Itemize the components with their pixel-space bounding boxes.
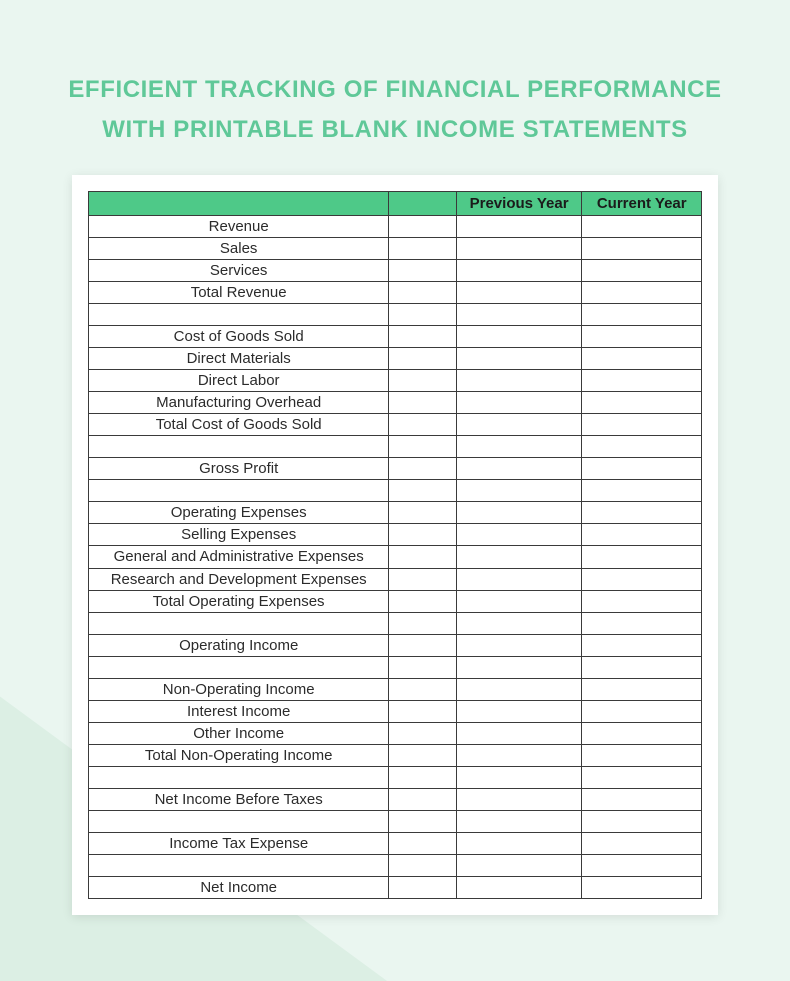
spacer-cell (389, 832, 456, 854)
table-row (89, 634, 702, 656)
spacer-cell (389, 810, 456, 832)
row-label-cell (89, 766, 389, 788)
title-line-2: WITH PRINTABLE BLANK INCOME STATEMENTS (102, 116, 688, 143)
previous-year-cell (456, 722, 582, 744)
previous-year-cell (456, 392, 582, 414)
table-row (89, 216, 702, 238)
table-row (89, 678, 702, 700)
previous-year-cell (456, 612, 582, 634)
row-label-cell: Gross Profit (89, 458, 389, 480)
table-row (89, 502, 702, 524)
current-year-cell (582, 502, 702, 524)
table-row (89, 612, 702, 634)
previous-year-cell (456, 546, 582, 568)
spacer-cell (389, 480, 456, 502)
spacer-cell (389, 238, 456, 260)
previous-year-cell (456, 766, 582, 788)
table-row (89, 480, 702, 502)
row-label-cell: Research and Development Expenses (89, 568, 389, 590)
previous-year-cell (456, 854, 582, 876)
table-row (89, 458, 702, 480)
row-label-cell: Operating Expenses (89, 502, 389, 524)
row-label-cell: Total Non-Operating Income (89, 744, 389, 766)
table-row (89, 656, 702, 678)
spacer-cell (389, 304, 456, 326)
row-label-cell: Cost of Goods Sold (89, 326, 389, 348)
previous-year-cell (456, 744, 582, 766)
income-statement-card (72, 175, 718, 915)
spacer-cell (389, 260, 456, 282)
row-label-cell: Sales (89, 238, 389, 260)
previous-year-cell (456, 370, 582, 392)
spacer-cell (389, 700, 456, 722)
current-year-cell (582, 876, 702, 898)
spacer-cell (389, 370, 456, 392)
table-row (89, 304, 702, 326)
spacer-cell (389, 590, 456, 612)
row-label-cell: Operating Income (89, 634, 389, 656)
current-year-cell (582, 612, 702, 634)
spacer-cell (389, 326, 456, 348)
previous-year-cell (456, 414, 582, 436)
current-year-cell (582, 524, 702, 546)
spacer-cell (389, 348, 456, 370)
income-statement-table (88, 191, 702, 899)
previous-year-cell (456, 282, 582, 304)
current-year-cell (582, 216, 702, 238)
table-row (89, 722, 702, 744)
previous-year-cell (456, 304, 582, 326)
spacer-cell (389, 458, 456, 480)
previous-year-cell (456, 590, 582, 612)
spacer-cell (389, 216, 456, 238)
row-label-cell (89, 304, 389, 326)
table-row (89, 788, 702, 810)
row-label-cell: Total Operating Expenses (89, 590, 389, 612)
current-year-cell (582, 458, 702, 480)
header-cell-previous-year: Previous Year (456, 192, 582, 216)
row-label-cell: Revenue (89, 216, 389, 238)
table-row (89, 876, 702, 898)
row-label-cell: Total Cost of Goods Sold (89, 414, 389, 436)
previous-year-cell (456, 326, 582, 348)
table-row (89, 546, 702, 568)
current-year-cell (582, 634, 702, 656)
current-year-cell (582, 854, 702, 876)
current-year-cell (582, 414, 702, 436)
title-line-1: EFFICIENT TRACKING OF FINANCIAL PERFORMANCE (68, 76, 722, 103)
current-year-cell (582, 744, 702, 766)
table-row (89, 590, 702, 612)
spacer-cell (389, 634, 456, 656)
current-year-cell (582, 568, 702, 590)
spacer-cell (389, 524, 456, 546)
previous-year-cell (456, 436, 582, 458)
header-cell-label (89, 192, 389, 216)
spacer-cell (389, 876, 456, 898)
table-row (89, 260, 702, 282)
row-label-cell: Total Revenue (89, 282, 389, 304)
row-label-cell: Services (89, 260, 389, 282)
spacer-cell (389, 854, 456, 876)
table-row (89, 568, 702, 590)
previous-year-cell (456, 832, 582, 854)
header-cell-current-year: Current Year (582, 192, 702, 216)
row-label-cell: Net Income (89, 876, 389, 898)
table-row (89, 238, 702, 260)
spacer-cell (389, 656, 456, 678)
current-year-cell (582, 392, 702, 414)
previous-year-cell (456, 348, 582, 370)
row-label-cell: Interest Income (89, 700, 389, 722)
table-row (89, 766, 702, 788)
table-row (89, 326, 702, 348)
previous-year-cell (456, 260, 582, 282)
previous-year-cell (456, 458, 582, 480)
current-year-cell (582, 678, 702, 700)
current-year-cell (582, 656, 702, 678)
previous-year-cell (456, 634, 582, 656)
previous-year-cell (456, 678, 582, 700)
row-label-cell (89, 810, 389, 832)
table-row (89, 348, 702, 370)
table-row (89, 700, 702, 722)
spacer-cell (389, 678, 456, 700)
spacer-cell (389, 766, 456, 788)
spacer-cell (389, 414, 456, 436)
spacer-cell (389, 744, 456, 766)
row-label-cell: General and Administrative Expenses (89, 546, 389, 568)
current-year-cell (582, 722, 702, 744)
table-body (89, 216, 702, 899)
spacer-cell (389, 436, 456, 458)
previous-year-cell (456, 700, 582, 722)
row-label-cell (89, 480, 389, 502)
current-year-cell (582, 282, 702, 304)
page-title (0, 70, 790, 150)
spacer-cell (389, 502, 456, 524)
table-row (89, 392, 702, 414)
table-row (89, 832, 702, 854)
row-label-cell: Selling Expenses (89, 524, 389, 546)
row-label-cell: Direct Materials (89, 348, 389, 370)
row-label-cell: Non-Operating Income (89, 678, 389, 700)
table-row (89, 854, 702, 876)
previous-year-cell (456, 238, 582, 260)
table-row (89, 810, 702, 832)
current-year-cell (582, 810, 702, 832)
previous-year-cell (456, 480, 582, 502)
table-row (89, 524, 702, 546)
spacer-cell (389, 568, 456, 590)
table-row (89, 436, 702, 458)
table-header-row (89, 192, 702, 216)
row-label-cell: Direct Labor (89, 370, 389, 392)
current-year-cell (582, 304, 702, 326)
current-year-cell (582, 260, 702, 282)
spacer-cell (389, 282, 456, 304)
row-label-cell (89, 656, 389, 678)
spacer-cell (389, 392, 456, 414)
previous-year-cell (456, 568, 582, 590)
previous-year-cell (456, 810, 582, 832)
table-row (89, 370, 702, 392)
previous-year-cell (456, 876, 582, 898)
previous-year-cell (456, 216, 582, 238)
row-label-cell (89, 612, 389, 634)
current-year-cell (582, 238, 702, 260)
spacer-cell (389, 546, 456, 568)
row-label-cell (89, 854, 389, 876)
current-year-cell (582, 590, 702, 612)
current-year-cell (582, 436, 702, 458)
current-year-cell (582, 480, 702, 502)
header-cell-spacer (389, 192, 456, 216)
current-year-cell (582, 766, 702, 788)
previous-year-cell (456, 788, 582, 810)
current-year-cell (582, 546, 702, 568)
row-label-cell: Other Income (89, 722, 389, 744)
previous-year-cell (456, 656, 582, 678)
current-year-cell (582, 326, 702, 348)
table-row (89, 414, 702, 436)
spacer-cell (389, 612, 456, 634)
current-year-cell (582, 700, 702, 722)
spacer-cell (389, 788, 456, 810)
current-year-cell (582, 370, 702, 392)
spacer-cell (389, 722, 456, 744)
table-row (89, 744, 702, 766)
row-label-cell: Manufacturing Overhead (89, 392, 389, 414)
table-row (89, 282, 702, 304)
row-label-cell (89, 436, 389, 458)
current-year-cell (582, 832, 702, 854)
previous-year-cell (456, 502, 582, 524)
previous-year-cell (456, 524, 582, 546)
current-year-cell (582, 788, 702, 810)
row-label-cell: Income Tax Expense (89, 832, 389, 854)
row-label-cell: Net Income Before Taxes (89, 788, 389, 810)
current-year-cell (582, 348, 702, 370)
